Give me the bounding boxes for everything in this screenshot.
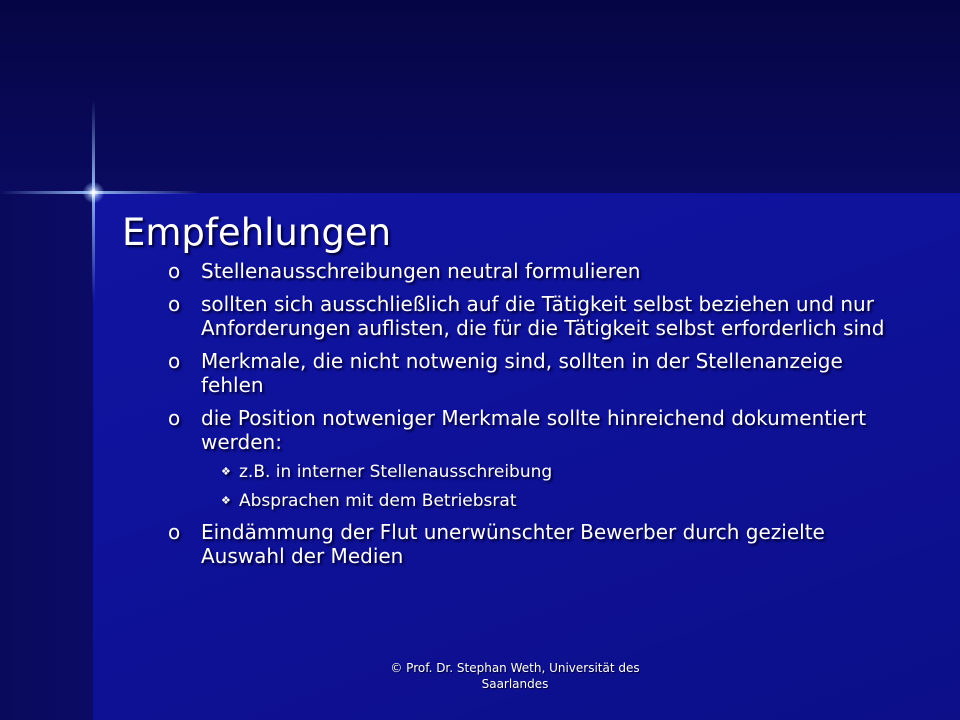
top-background-band — [0, 0, 960, 193]
bullet-marker-icon: o — [168, 520, 181, 544]
sparkle-star-glow-icon — [83, 182, 104, 203]
diamond-bullet-icon: ❖ — [221, 494, 231, 507]
bullet-marker-icon: o — [168, 259, 181, 283]
left-background-strip — [0, 193, 93, 720]
bullet-text: sollten sich ausschließlich auf die Tätigkeit selbst beziehen und nur Anforderungen auflisten, die für die Tätigkeit selbst erforderlich sind — [201, 292, 885, 340]
sub-bullet-list — [221, 462, 888, 511]
bullet-text: Merkmale, die nicht notwenig sind, sollten in der Stellenanzeige fehlen — [201, 349, 843, 397]
sub-bullet-text: z.B. in interner Stellenausschreibung — [239, 462, 553, 482]
bullet-text: die Position notweniger Merkmale sollte hinreichend dokumentiert werden: — [201, 406, 867, 454]
bullet-item — [168, 349, 888, 397]
bullet-marker-icon: o — [168, 349, 181, 373]
bullet-item — [168, 406, 888, 511]
bullet-text: Eindämmung der Flut unerwünschter Bewerber durch gezielte Auswahl der Medien — [201, 520, 825, 568]
bullet-list — [168, 259, 888, 577]
bullet-item — [168, 292, 888, 340]
bullet-text: Stellenausschreibungen neutral formulieren — [201, 259, 641, 283]
diamond-bullet-icon: ❖ — [221, 465, 231, 478]
bullet-marker-icon: o — [168, 406, 181, 430]
sub-bullet-item — [221, 462, 888, 482]
bullet-item — [168, 520, 888, 568]
sub-bullet-text: Absprachen mit dem Betriebsrat — [239, 491, 517, 511]
slide-title: Empfehlungen — [122, 211, 392, 254]
bullet-item — [168, 259, 888, 283]
footer-copyright: © Prof. Dr. Stephan Weth, Universität des Saarlandes — [390, 661, 640, 691]
bullet-marker-icon: o — [168, 292, 181, 316]
sub-bullet-item — [221, 491, 888, 511]
